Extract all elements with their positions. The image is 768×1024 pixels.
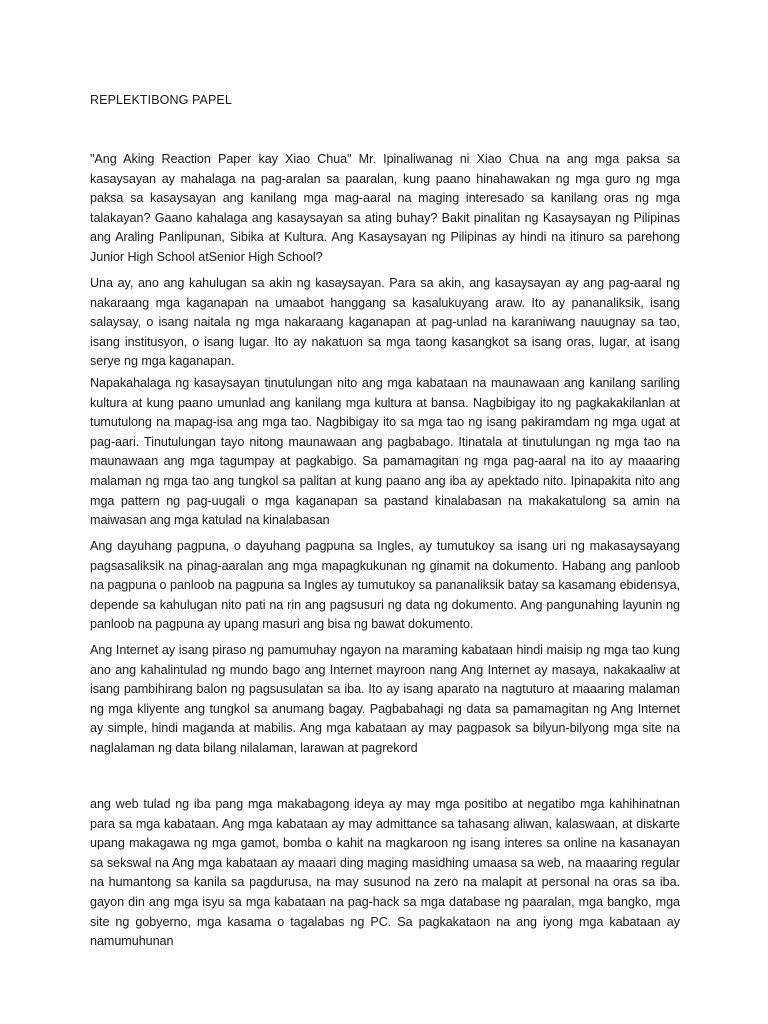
paragraph-importance-of-history: Napakahalaga ng kasaysayan tinutulungan nito ang mga kabataan na maunawaan ang kanilang sariling kultura at kung paano umunlad ang kanilang mga kultura at bansa. Nagbibigay ito ng pagkakakilanlan at tumutulong na mapag-isa ang mga tao. Nagbibigay ito sa mga tao ng isang pakiramdam ng mga ugat at pag-aari. Tinutulungan tayo nitong maunawaan ang pagbabago. Itinatala at tinutulungan ng mga tao na maunawaan ang mga tagumpay at pagkabigo. Sa pamamagitan ng mga pag-aaral na ito ay maaaring malaman ng mga tao ang tungkol sa palitan at kung paano ang iba ay apektado nito. Ipinapakita nito ang mga pattern ng pag-uugali o mga kaganapan sa pastand kinalabasan na makakatulong sa amin na maiwasan ang mga katulad na kinalabasan [90,376,680,528]
paragraph-web-effects: ang web tulad ng iba pang mga makabagong ideya ay may mga positibo at negatibo mga kahihinatnan para sa mga kabataan. Ang mga kabataan ay may admittance sa tahasang aliwan, kalaswaan, at diskarte upang makagawa ng mga gamot, bomba o kahit na magkaroon ng isang interes sa online na kasanayan sa sekswal na Ang mga kabataan ay maaari ding maging masidhing umaasa sa web, na maaaring regular na humantong sa kanila sa pagdurusa, na may susunod na zero na malapit at personal na oras sa iba. gayon din ang mga isyu sa mga kabataan na pag-hack sa mga database ng paaralan, mga bangko, mga site ng gobyerno, mga kasama o tagalabas ng PC. Sa pagkakataon na ang iyong mga kabataan ay namumuhunan [90,797,680,949]
paragraph-intro: "Ang Aking Reaction Paper kay Xiao Chua" Mr. Ipinaliwanag ni Xiao Chua na ang mga paksa sa kasaysayan ay mahalaga na pag-aralan sa paaralan, kung paano hinahawakan ng mga guro ng mga paksa sa kasaysayan ang kanilang mga mag-aaral na maging interesado sa kanilang oras ng mga talakayan? Gaano kahalaga ang kasaysayan sa ating buhay? Bakit pinalitan ng Kasaysayan ng Pilipinas ang Araling Panlipunan, Sibika at Kultura. Ang Kasaysayan ng Pilipinas ay hindi na itinuro sa parehong Junior High School atSenior High School? [90,152,680,264]
document-heading: REPLEKTIBONG PAPEL [90,93,232,107]
paragraph-internet: Ang Internet ay isang piraso ng pamumuhay ngayon na maraming kabataan hindi maisip ng mga tao kung ano ang kahalintulad ng mundo bago ang Internet mayroon nang Ang Internet ay masaya, nakakaaliw at isang pambihirang balon ng pagsusulatan sa iba. Ito ay isang aparato na nagtuturo at maaaring malaman ng mga kliyente ang tungkol sa anumang bagay. Pagbabahagi ng data sa pamamagitan ng Ang Internet ay simple, hindi maganda at mabilis. Ang mga kabataan ay may pagpasok sa bilyun-bilyong mga site na naglalaman ng data bilang nilalaman, larawan at pagrekord [90,643,680,755]
paragraph-meaning-of-history: Una ay, ano ang kahulugan sa akin ng kasaysayan. Para sa akin, ang kasaysayan ay ang pag-aaral ng nakaraang mga kaganapan na umaabot hanggang sa kasalukuyang araw. Ito ay pananaliksik, isang salaysay, o isang naitala ng mga nakaraang kaganapan at pag-unlad na karaniwang nauugnay sa tao, isang institusyon, o isang lugar. Ito ay nakatuon sa mga taong kasangkot sa isang oras, lugar, at isang serye ng mga kaganapan. [90,276,680,369]
paragraph-criticism: Ang dayuhang pagpuna, o dayuhang pagpuna sa Ingles, ay tumutukoy sa isang uri ng makasaysayang pagsasaliksik na pinag-aaralan ang mga mapagkukunan ng ginamit na dokumento. Habang ang panloob na pagpuna o panloob na pagpuna sa Ingles ay tumutukoy sa pananaliksik batay sa kasamang ebidensya, depende sa kahulugan nito pati na rin ang pagsusuri ng data ng dokumento. Ang pangunahing layunin ng panloob na pagpuna ay upang masuri ang bisa ng bawat dokumento. [90,539,680,632]
